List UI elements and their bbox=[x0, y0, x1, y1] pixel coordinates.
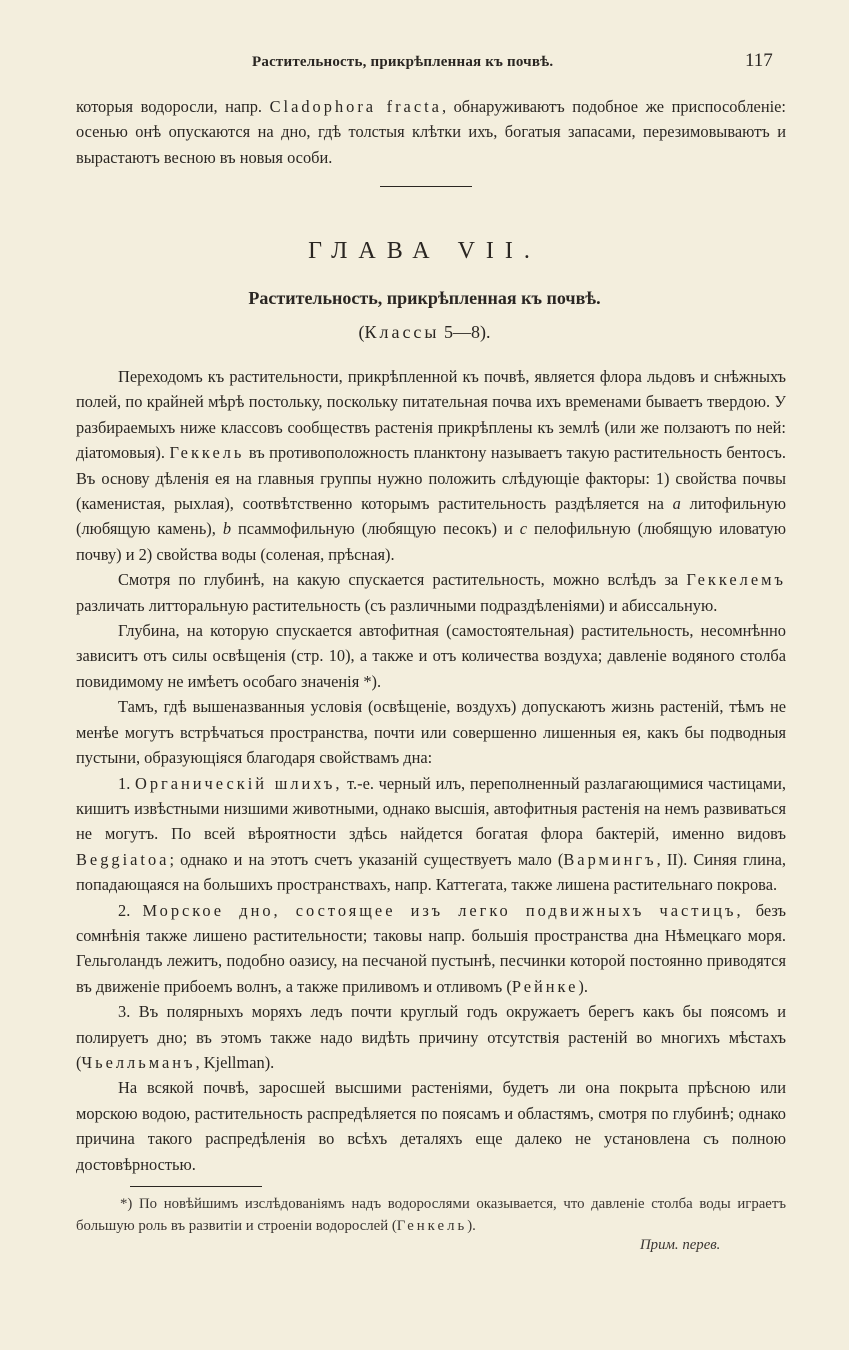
running-title: Растительность, прикрѣпленная къ почвѣ. bbox=[252, 54, 554, 70]
term: Морское дно, состоящее изъ легко подвижныхъ частицъ, bbox=[142, 900, 744, 920]
footnote-text bbox=[76, 1193, 786, 1237]
classes-label: Классы bbox=[364, 322, 440, 342]
footnote bbox=[76, 1193, 786, 1237]
running-head bbox=[0, 50, 849, 74]
paragraph-zones: На всякой почвѣ, заросшей высшими растеніями, будетъ ли она покрыта прѣсною или морскою водою, растительность распредѣляется по поясамъ и областямъ, смотря по глубинѣ; однако причина такого распредѣленія во всѣхъ деталяхъ еще далеко не установлена съ полною достовѣрностью. bbox=[76, 1078, 786, 1174]
list-letter: c bbox=[519, 519, 528, 539]
text-run: въ противоположность планктону называетъ такую растительность бентосъ. Въ основу дѣленія ея на главныя группы нужно положить слѣдующіе факторы: 1) свойства почвы (каменистая, рыхлая), соотвѣтственно которымъ растительность раздѣляется на bbox=[76, 443, 786, 514]
chapter-title: ГЛАВА VII. bbox=[308, 238, 541, 264]
list-letter: b bbox=[222, 519, 232, 539]
author-name: Вармингъ bbox=[563, 849, 657, 869]
paragraph-depth bbox=[76, 567, 786, 618]
paragraph-deserts: Тамъ, гдѣ вышеназванныя условія (освѣщеніе, воздухъ) допускаютъ жизнь растеній, тѣмъ не менѣе могутъ встрѣчаться пространства, почти или совершенно лишенныя ея, какъ бы подводныя пустыни, образующіяся благодаря свойствамъ дна: bbox=[76, 697, 786, 768]
author-name: Генкель bbox=[396, 1218, 468, 1234]
author-name: Чьелльманъ bbox=[81, 1052, 196, 1072]
text-run: ). bbox=[467, 1218, 476, 1234]
chapter-classes bbox=[0, 322, 849, 343]
genus-name: Beggiatoa bbox=[76, 849, 170, 869]
text-run: , Kjellman). bbox=[195, 1052, 275, 1072]
text-run: пелофильную (любящую иловатую почву) и 2) свойства воды (соленая, прѣсная). bbox=[76, 519, 786, 564]
page-number: 117 bbox=[745, 50, 773, 71]
list-item-1 bbox=[76, 771, 786, 898]
text-run: 3. Въ полярныхъ моряхъ ледъ почти круглый годъ окружаетъ берегъ какъ бы поясомъ и полируетъ дно; въ этомъ также надо видѣть причину отсутствія растеній во многихъ мѣстахъ ( bbox=[76, 1002, 786, 1072]
continuation-text: , обнаруживаютъ подобное же приспособленіе: осенью онѣ опускаются на дно, гдѣ толстыя клѣтки ихъ, богатыя запасами, перезимовываютъ и вырастаютъ весною въ новыя особи. bbox=[76, 97, 786, 167]
chapter-body bbox=[76, 364, 786, 1177]
text-run: псаммофильную (любящую песокъ) и bbox=[231, 519, 520, 539]
list-letter: a bbox=[672, 494, 681, 514]
list-item-2 bbox=[76, 898, 786, 1000]
list-item-3 bbox=[76, 999, 786, 1075]
text-run: *) По новѣйшимъ изслѣдованіямъ надъ водорослями оказывается, что давленіе столба воды играетъ большую роль въ развитіи и строеніи водорослей ( bbox=[76, 1196, 786, 1234]
paragraph-intro bbox=[76, 364, 786, 567]
continuation-text: которыя водоросли, напр. bbox=[76, 97, 270, 116]
paragraph-light: Глубина, на которую спускается автофитная (самостоятельная) растительность, несомнѣнно зависитъ отъ силы освѣщенія (стр. 10), а также и отъ количества воздуха; давленіе водяного столба повидимому не имѣетъ особаго значенія *). bbox=[76, 621, 786, 691]
author-name: Геккелемъ bbox=[686, 570, 786, 590]
text-run: Переходомъ къ растительности, прикрѣпленной къ почвѣ, является флора льдовъ и снѣжныхъ полей, по крайней мѣрѣ постольку, поскольку питательная почва ихъ временами бываетъ твердою. У разбираемыхъ ниже классовъ сообществъ растенія прикрѣплены къ землѣ (или же ползаютъ по ней: діатомовыя). bbox=[76, 367, 786, 463]
text-run: Смотря по глубинѣ, на какую спускается растительность, можно вслѣдъ за bbox=[118, 570, 687, 590]
footnote-rule bbox=[130, 1186, 262, 1187]
paren: ( bbox=[358, 322, 365, 342]
text-run: ). bbox=[578, 976, 588, 996]
section-divider bbox=[380, 186, 472, 187]
list-number: 1. bbox=[118, 773, 135, 793]
term: Органическій шлихъ, bbox=[134, 773, 343, 793]
continuation-paragraph bbox=[76, 94, 786, 170]
genus-name: Cladophora fracta bbox=[269, 97, 442, 116]
text-run: , II). Синяя глина, попадающаяся на большихъ пространствахъ, напр. Каттегата, также лишена растительнаго покрова. bbox=[76, 849, 787, 895]
author-name: Геккель bbox=[169, 443, 245, 463]
text-run: безъ сомнѣнія также лишено растительности; таковы напр. большія пространства дна Нѣмецкаго моря. Гельголандъ лежитъ, подобно оазису, на песчаной пустынѣ, песчинки которой постоянно приводятся въ движеніе прибоемъ волнъ, а также приливомъ и отливомъ ( bbox=[76, 900, 786, 996]
text-run: литофильную (любящую камень), bbox=[76, 494, 786, 539]
text-run: различать литторальную растительность (съ различными подраздѣленіями) и абиссальную. bbox=[76, 595, 718, 615]
text-run: т.-е. черный илъ, переполненный разлагающимися частицами, кишитъ извѣстными низшими животными, однако высшія, автофитныя растенія на немъ развиваться не могутъ. По всей вѣроятности здѣсь найдется богатая флора бактерій, именно видовъ bbox=[76, 773, 786, 844]
chapter-subtitle: Растительность, прикрѣпленная къ почвѣ. bbox=[248, 288, 601, 308]
text-run: ; однако и на этотъ счетъ указаній существуетъ мало ( bbox=[169, 849, 564, 869]
author-name: Рейнке bbox=[511, 976, 579, 996]
translator-note-signature: Прим. перев. bbox=[640, 1237, 721, 1253]
list-number: 2. bbox=[118, 900, 143, 920]
classes-range: 5—8). bbox=[439, 322, 491, 342]
